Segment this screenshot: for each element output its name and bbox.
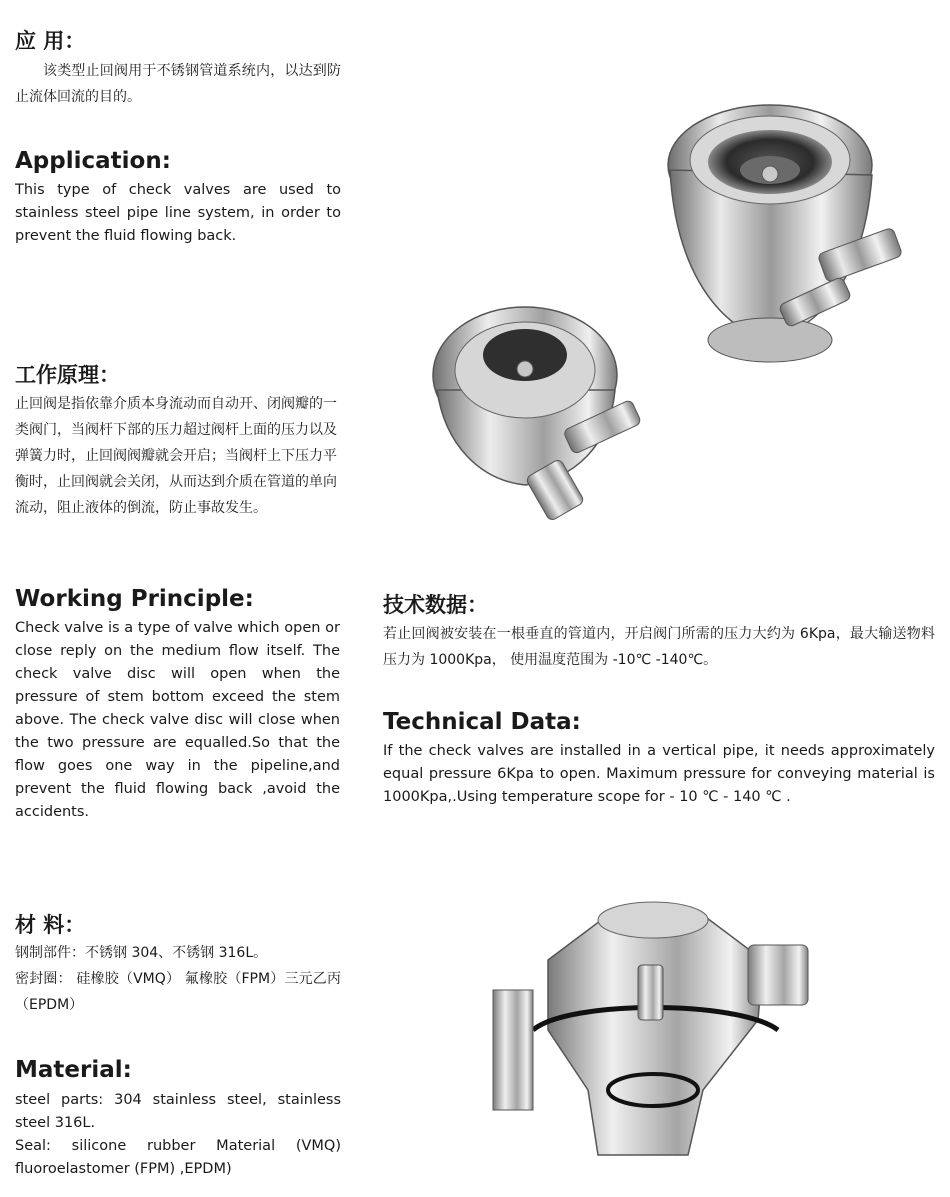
application-en-text: This type of check valves are used to stainless steel pipe line system, in order to prevent the fluid flowing back. — [15, 182, 341, 244]
application-cn-heading: 应 用： — [15, 29, 86, 53]
material-cn-section — [15, 912, 341, 1018]
working-cn-text: 止回阀是指依靠介质本身流动而自动开、闭阀瓣的一类阀门，当阀杆下部的压力超过阀杆上面的压力以及弹簧力时，止回阀阀瓣就会开启；当阀杆上下压力平衡时，止回阀就会关闭，从而达到介质在管道的单向流动，阻止液体的倒流，防止事故发生。 — [15, 396, 337, 516]
working-cn-section — [15, 362, 337, 521]
technical-en-heading: Technical Data: — [383, 709, 581, 735]
technical-cn-text: 若止回阀被安装在一根垂直的管道内，开启阀门所需的压力大约为 6Kpa，最大输送物料压力为 1000Kpa， 使用温度范围为 -10℃ -140℃。 — [383, 626, 935, 668]
material-en-line2: Seal: silicone rubber Material (VMQ) fluoroelastomer (FPM) ,EPDM) — [15, 1138, 341, 1177]
application-en-section — [15, 147, 341, 248]
material-en-section — [15, 1056, 341, 1181]
technical-en-section — [383, 708, 935, 809]
material-en-line1: steel parts: 304 stainless steel, stainless steel 316L. — [15, 1092, 341, 1131]
material-cn-heading: 材 料： — [15, 913, 86, 937]
technical-en-text: If the check valves are installed in a vertical pipe, it needs approximately equal pressure 6Kpa to open. Maximum pressure for conveying material is 1000Kpa,.Using temperature scope for - 10 ℃ - 140 ℃ . — [383, 743, 935, 805]
working-en-text: Check valve is a type of valve which open or close reply on the medium flow itself. The check valve disc will open when the pressure of stem bottom exceed the stem above. The check valve disc will close when the two pressure are equalled.So that the flow goes one way in the pipeline,and prevent the fluid flowing back ,avoid the accidents. — [15, 620, 340, 820]
application-cn-section — [15, 28, 341, 110]
check-valve-large-image — [630, 90, 910, 370]
check-valve-cutaway-image — [488, 890, 823, 1165]
application-en-heading: Application: — [15, 148, 171, 174]
technical-cn-section — [383, 592, 935, 673]
check-valve-small-image — [425, 295, 645, 520]
material-en-heading: Material: — [15, 1057, 132, 1083]
working-cn-heading: 工作原理： — [15, 363, 120, 387]
working-en-heading: Working Principle: — [15, 586, 254, 612]
material-cn-line1: 钢制部件：不锈钢 304、不锈钢 316L。 — [15, 945, 268, 961]
working-en-section — [15, 585, 340, 824]
technical-cn-heading: 技术数据： — [383, 593, 488, 617]
material-cn-line2: 密封圈： 硅橡胶（VMQ） 氟橡胶（FPM）三元乙丙（EPDM） — [15, 971, 341, 1013]
application-cn-text: 该类型止回阀用于不锈钢管道系统内，以达到防止流体回流的目的。 — [15, 63, 341, 105]
